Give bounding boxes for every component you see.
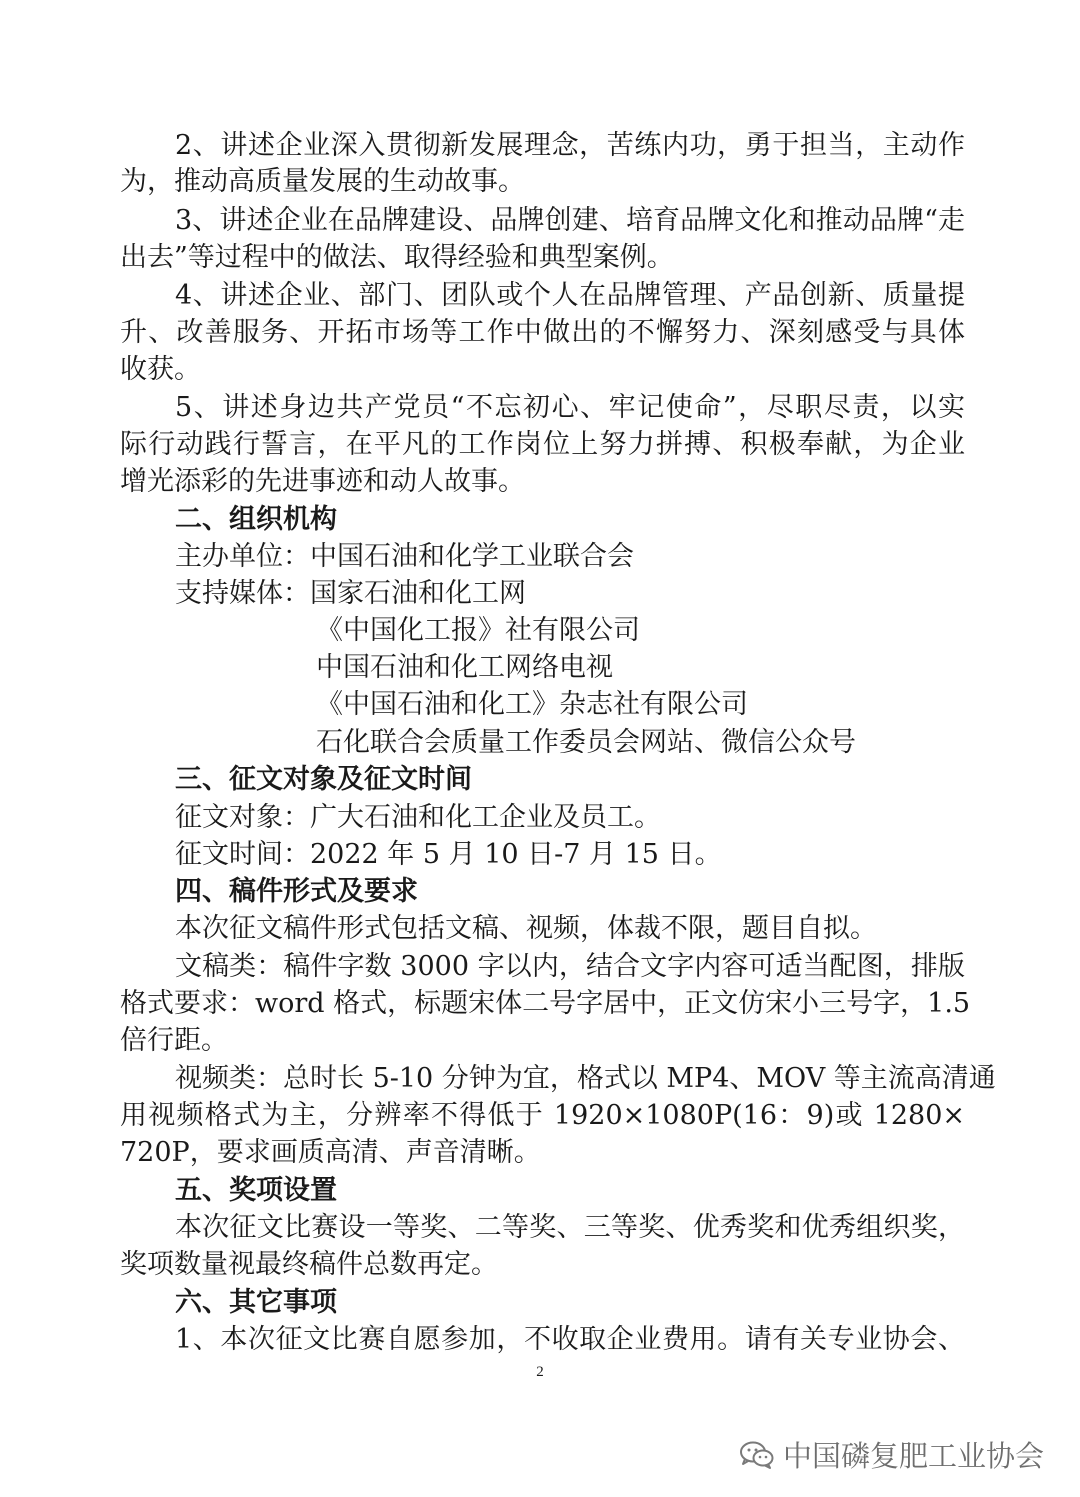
paragraph-line: 视频类：总时长 5-10 分钟为宜，格式以 MP4、MOV 等主流高清通 xyxy=(175,1063,996,1094)
paragraph-line: 文稿类：稿件字数 3000 字以内，结合文字内容可适当配图，排版 xyxy=(175,951,965,982)
media-line: 中国石油和化工网络电视 xyxy=(316,652,613,683)
paragraph-line: 倍行距。 xyxy=(120,1025,228,1056)
paragraph-line: 2、讲述企业深入贯彻新发展理念，苦练内功，勇于担当，主动作 xyxy=(175,130,965,161)
watermark-text: 中国磷复肥工业协会 xyxy=(782,1439,1044,1473)
paragraph-line: 3、讲述企业在品牌建设、品牌创建、培育品牌文化和推动品牌“走 xyxy=(175,205,965,236)
section-heading-organization: 二、组织机构 xyxy=(175,504,337,535)
paragraph-line: 际行动践行誓言，在平凡的工作岗位上努力拼搏、积极奉献，为企业 xyxy=(120,429,965,460)
paragraph-line: 4、讲述企业、部门、团队或个人在品牌管理、产品创新、质量提 xyxy=(175,280,965,311)
paragraph-line: 本次征文稿件形式包括文稿、视频，体裁不限，题目自拟。 xyxy=(175,913,877,944)
section-heading-format: 四、稿件形式及要求 xyxy=(175,876,418,907)
media-line: 《中国石油和化工》杂志社有限公司 xyxy=(316,689,748,720)
paragraph-line: 征文时间：2022 年 5 月 10 日-7 月 15 日。 xyxy=(175,839,722,870)
paragraph-line: 奖项数量视最终稿件总数再定。 xyxy=(120,1249,498,1280)
organizer-line: 主办单位：中国石油和化学工业联合会 xyxy=(175,541,634,572)
paragraph-line: 出去”等过程中的做法、取得经验和典型案例。 xyxy=(120,242,674,273)
paragraph-line: 本次征文比赛设一等奖、二等奖、三等奖、优秀奖和优秀组织奖， xyxy=(175,1212,965,1243)
paragraph-line: 增光添彩的先进事迹和动人故事。 xyxy=(120,466,525,497)
section-heading-other: 六、其它事项 xyxy=(175,1287,337,1318)
paragraph-line: 1、本次征文比赛自愿参加，不收取企业费用。请有关专业协会、 xyxy=(175,1324,965,1355)
paragraph-line: 用视频格式为主，分辨率不得低于 1920×1080P(16：9)或 1280× xyxy=(120,1100,965,1131)
paragraph-line: 5、讲述身边共产党员“不忘初心、牢记使命”，尽职尽责，以实 xyxy=(175,392,965,423)
paragraph-line: 征文对象：广大石油和化工企业及员工。 xyxy=(175,802,661,833)
section-heading-target-time: 三、征文对象及征文时间 xyxy=(175,764,472,795)
paragraph-line: 格式要求：word 格式，标题宋体二号字居中，正文仿宋小三号字，1.5 xyxy=(120,988,971,1019)
paragraph-line: 升、改善服务、开拓市场等工作中做出的不懈努力、深刻感受与具体 xyxy=(120,317,965,348)
paragraph-line: 为，推动高质量发展的生动故事。 xyxy=(120,166,525,197)
page-number: 2 xyxy=(536,1364,544,1380)
paragraph-line: 收获。 xyxy=(120,354,201,385)
watermark xyxy=(739,1434,1044,1475)
media-line: 《中国化工报》社有限公司 xyxy=(316,615,640,646)
section-heading-awards: 五、奖项设置 xyxy=(175,1175,337,1206)
paragraph-line: 720P，要求画质高清、声音清晰。 xyxy=(120,1137,541,1168)
media-line: 支持媒体：国家石油和化工网 xyxy=(175,578,526,609)
media-line: 石化联合会质量工作委员会网站、微信公众号 xyxy=(316,727,856,758)
wechat-icon xyxy=(739,1440,775,1470)
